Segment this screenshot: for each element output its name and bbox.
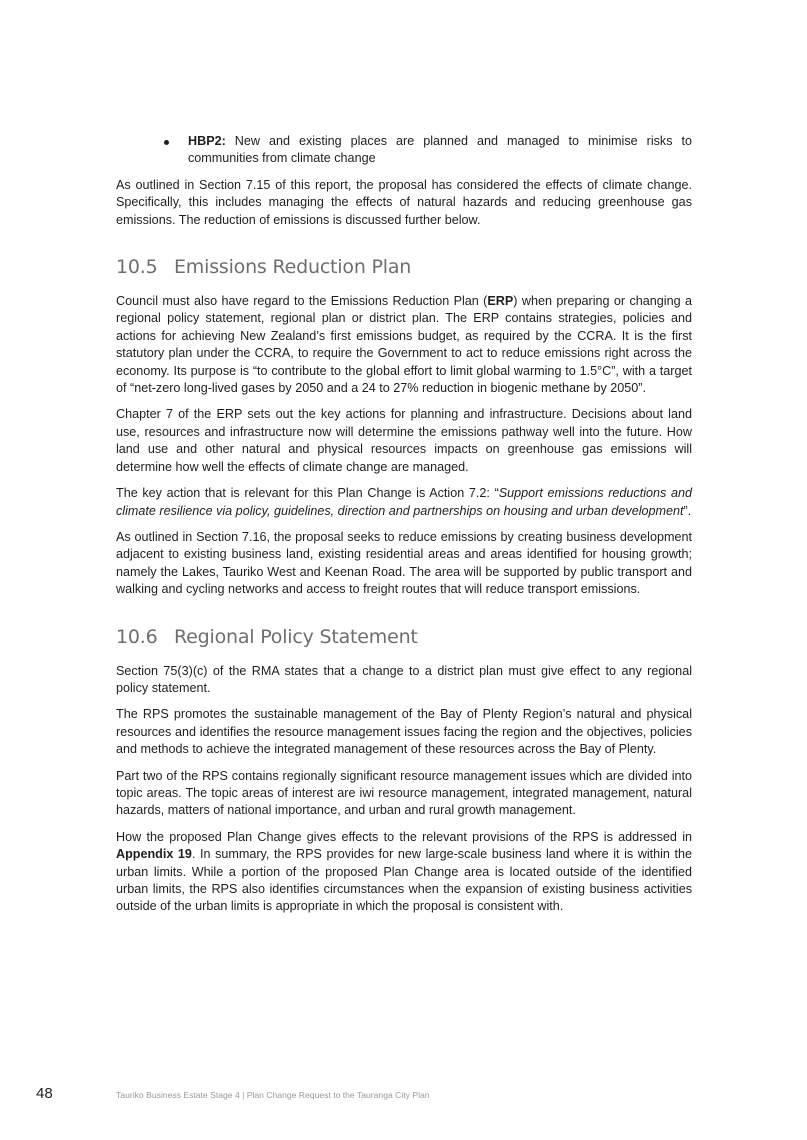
footer-text: Tauriko Business Estate Stage 4 | Plan Change Request to the Tauranga City Plan bbox=[116, 1090, 430, 1100]
text-run: How the proposed Plan Change gives effects to the relevant provisions of the RPS is addressed in bbox=[116, 829, 692, 844]
text-run: ”. bbox=[683, 503, 692, 518]
paragraph bbox=[116, 829, 692, 916]
paragraph bbox=[116, 485, 692, 520]
paragraph: Part two of the RPS contains regionally significant resource management issues which are divided into topic areas. The topic areas of interest are iwi resource management, integrated management, natural hazards, matters of national importance, and urban and rural growth management. bbox=[116, 768, 692, 818]
bullet-text bbox=[188, 133, 692, 168]
intro-paragraph: As outlined in Section 7.15 of this report, the proposal has considered the effects of climate change. Specifically, this includes managing the effects of natural hazards and reducing greenhouse gas emissions. The reduction of emissions is discussed further below. bbox=[116, 177, 692, 227]
bullet-item bbox=[116, 133, 692, 168]
page-content bbox=[116, 133, 692, 925]
bold-run: ERP bbox=[487, 294, 514, 309]
paragraph: As outlined in Section 7.16, the proposal seeks to reduce emissions by creating business development adjacent to existing business land, existing residential areas and areas identified for housing growth; namely the Lakes, Tauriko West and Keenan Road. The area will be supported by public transport and walking and cycling networks and access to freight routes that will reduce transport emissions. bbox=[116, 529, 692, 597]
bold-run: Appendix 19 bbox=[116, 847, 192, 862]
bullet-label: HBP2: bbox=[188, 134, 226, 148]
bullet-icon bbox=[116, 133, 188, 168]
text-run: ) when preparing or changing a regional policy statement, regional plan or district plan. The ERP contains strategies, policies and actions for achieving New Zealand’s first emissions budget, as required by the CCRA. It is the first statutory plan under the CCRA, to require the Government to act to reduce emissions right across the economy. Its purpose is “to contribute to the global effort to limit global warming to 1.5°C”, with a target of “net-zero long-lived gases by 2050 and a 24 to 27% reduction in biogenic methane by 2050”. bbox=[116, 294, 692, 396]
paragraph: The RPS promotes the sustainable management of the Bay of Plenty Region’s natural and physical resources and identifies the resource management issues facing the region and the objectives, policies and methods to achieve the integrated management of these resources across the Bay of Plenty. bbox=[116, 707, 692, 757]
text-run: Council must also have regard to the Emissions Reduction Plan ( bbox=[116, 294, 488, 309]
section-number: 10.5 bbox=[116, 256, 158, 279]
section-heading-10-5 bbox=[116, 255, 692, 279]
italic-run: Support emissions reductions and climate resilience via policy, guidelines, direction and partnerships on housing and urban development bbox=[116, 486, 692, 518]
paragraph: Chapter 7 of the ERP sets out the key actions for planning and infrastructure. Decisions about land use, resources and infrastructure now will determine the emissions pathway well into the future. How land use and other natural and physical resources impacts on greenhouse gas emissions will determine how well the effects of climate change are managed. bbox=[116, 407, 692, 474]
section-title: Regional Policy Statement bbox=[174, 625, 418, 648]
section-heading-10-6 bbox=[116, 625, 692, 649]
bullet-body: New and existing places are planned and managed to minimise risks to communities from climate change bbox=[188, 134, 692, 166]
section-title: Emissions Reduction Plan bbox=[174, 256, 412, 279]
section-number: 10.6 bbox=[116, 625, 158, 648]
page-number: 48 bbox=[36, 1085, 53, 1102]
paragraph bbox=[116, 293, 692, 397]
text-run: The key action that is relevant for this Plan Change is Action 7.2: “ bbox=[116, 486, 499, 501]
text-run: . In summary, the RPS provides for new large-scale business land where it is within the urban limits. While a portion of the proposed Plan Change area is located outside of the identified urban limits, the RPS also identifies circumstances when the expansion of existing business activities outside of the urban limits is appropriate in which the proposal is consistent with. bbox=[116, 847, 693, 914]
paragraph: Section 75(3)(c) of the RMA states that a change to a district plan must give effect to any regional policy statement. bbox=[116, 663, 692, 695]
